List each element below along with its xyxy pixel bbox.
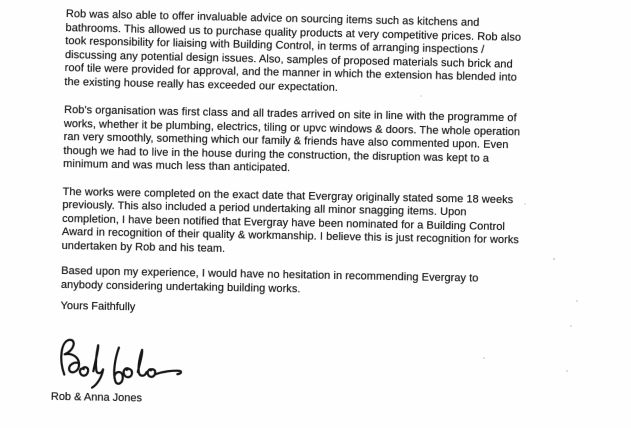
scan-speck xyxy=(553,258,555,260)
signatory-name: Rob & Anna Jones xyxy=(50,390,143,404)
scan-speck xyxy=(576,300,578,302)
letter-paragraph-recommendation: Based upon my experience, I would have no hesitation in recommending Evergray to anybody considering undertaking building works. xyxy=(60,264,479,295)
letter-body xyxy=(50,8,591,414)
scan-speck xyxy=(483,357,485,359)
letter-paragraph-sourcing-advice: Rob was also able to offer invaluable advice on sourcing items such as kitchens and bathrooms. This allowed us to purchase quality products at very competitive prices. Rob also took responsibility for liaising with Building Control, in terms of arranging inspections / discussing any potential design issues. Also, samples of proposed materials such brick and roof tile were provided for approval, and the manner in which the extension has blended into the existing house really has exceeded our expectation. xyxy=(64,8,522,94)
scan-speck xyxy=(570,325,572,327)
scan-speck xyxy=(524,203,526,205)
letter-paragraph-organisation: Rob's organisation was first class and all trades arrived on site in line with the programme of works, whether it be plumbing, electrics, tiling or upvc windows & doors. The whole operation ran very smoothly, something which our family & friends have also commented upon. Even though we had to live in the house during the construction, the disruption was kept to a minimum and was much less than anticipated. xyxy=(63,103,521,175)
letter-paragraph-completion: The works were completed on the exact date that Evergray originally stated some 18 weeks previously. This also included a period undertaking all minor snagging items. Upon completion, I have been notified that Evergray have been nominated for a Building Control Award in recognition of their quality & workmanship. I believe this is just recognition for works undertaken by Rob and his team. xyxy=(61,185,520,255)
scan-speck xyxy=(420,95,422,97)
signature-handwriting-icon xyxy=(53,331,192,392)
letter-closing: Yours Faithfully xyxy=(60,299,136,314)
scan-speck xyxy=(566,370,568,372)
